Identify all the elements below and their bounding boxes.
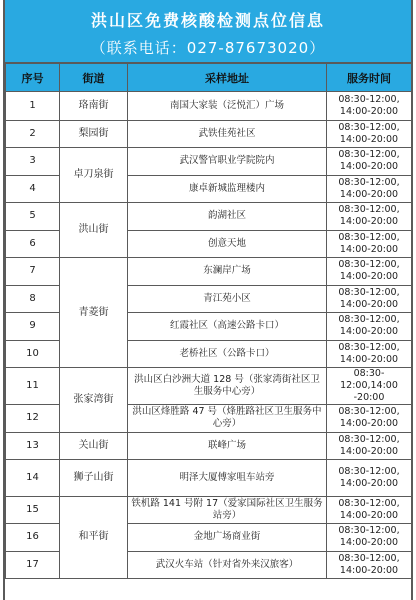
service-time	[327, 340, 412, 368]
street-name: 狮子山街	[60, 460, 128, 497]
service-time	[327, 92, 412, 121]
col-header-time: 服务时间	[327, 64, 412, 92]
row-number: 14	[6, 460, 60, 497]
table-body	[6, 92, 412, 579]
sampling-address: 康卓新城监理楼内	[128, 175, 327, 203]
service-time-line-1: 08:30-12:00,	[338, 259, 400, 271]
service-time	[327, 496, 412, 524]
service-time	[327, 368, 412, 405]
service-time-line-2: 14:00-20:00	[339, 216, 399, 228]
service-time	[327, 405, 412, 433]
row-number: 10	[6, 340, 60, 368]
row-number: 13	[6, 432, 60, 460]
service-time-line-2: -20:00	[353, 392, 385, 403]
sampling-address: 红霞社区（高速公路卡口）	[128, 313, 327, 341]
table-row	[6, 258, 412, 286]
sampling-address: 铁机路 141 号附 17（爱家国际社区卫生服务站旁）	[128, 496, 327, 524]
sampling-address: 东澜岸广场	[128, 258, 327, 286]
table-row	[6, 148, 412, 176]
service-time	[327, 258, 412, 286]
street-name: 卓刀泉街	[60, 148, 128, 203]
table-row	[6, 120, 412, 148]
sampling-address: 金地广场商业街	[128, 524, 327, 552]
service-time-line-2: 14:00-20:00	[339, 445, 399, 457]
service-time	[327, 230, 412, 258]
service-time-line-1: 08:30-12:00,	[338, 406, 400, 418]
service-time	[327, 432, 412, 460]
table-row	[6, 203, 412, 231]
row-number: 17	[6, 551, 60, 579]
service-time-line-2: 14:00-20:00	[339, 133, 399, 145]
service-time-line-1: 08:30-12:00,	[338, 552, 400, 564]
street-name: 张家湾街	[60, 368, 128, 433]
row-number: 16	[6, 524, 60, 552]
sampling-address: 武汉火车站（针对省外来汉旅客）	[128, 551, 327, 579]
sampling-address: 南国大家装（泛悦汇）广场	[128, 92, 327, 121]
sampling-address: 洪山区白沙洲大道 128 号（张家湾街社区卫生服务中心旁）	[128, 368, 327, 405]
testing-sites-table	[5, 63, 412, 579]
sampling-address: 联峰广场	[128, 432, 327, 460]
service-time	[327, 551, 412, 579]
service-time-line-1: 08:30-12:00,	[338, 433, 400, 445]
row-number: 7	[6, 258, 60, 286]
sampling-address: 明泽大厦傅家咀车站旁	[128, 460, 327, 497]
service-time-line-1: 08:30-12:00,	[338, 286, 400, 298]
service-time-line-1: 08:30-12:00,	[338, 525, 400, 537]
document	[3, 0, 413, 600]
service-time-line-1: 08:30-12:00,	[338, 204, 400, 216]
row-number: 2	[6, 120, 60, 148]
table-row	[6, 92, 412, 121]
service-time-line-2: 14:00-20:00	[339, 105, 399, 117]
row-number: 9	[6, 313, 60, 341]
row-number: 11	[6, 368, 60, 405]
page-title: 洪山区免费核酸检测点位信息	[90, 11, 325, 30]
sampling-address: 青江苑小区	[128, 285, 327, 313]
service-time	[327, 120, 412, 148]
service-time	[327, 313, 412, 341]
service-time	[327, 148, 412, 176]
row-number: 4	[6, 175, 60, 203]
table-row	[6, 368, 412, 405]
row-number: 3	[6, 148, 60, 176]
street-name: 洪山街	[60, 203, 128, 258]
sampling-address: 洪山区烽胜路 47 号（烽胜路社区卫生服务中心旁）	[128, 405, 327, 433]
header	[5, 0, 411, 63]
table-row	[6, 496, 412, 524]
sampling-address: 武铁佳苑社区	[128, 120, 327, 148]
row-number: 8	[6, 285, 60, 313]
row-number: 12	[6, 405, 60, 433]
service-time-line-2: 14:00-20:00	[339, 537, 399, 549]
service-time-line-1: 08:30-12:00,14:00	[340, 368, 398, 391]
service-time-line-1: 08:30-12:00,	[338, 149, 400, 161]
row-number: 6	[6, 230, 60, 258]
street-name: 和平街	[60, 496, 128, 579]
service-time-line-2: 14:00-20:00	[339, 298, 399, 310]
street-name: 珞南街	[60, 92, 128, 121]
service-time	[327, 285, 412, 313]
street-name: 梨园街	[60, 120, 128, 148]
street-name: 青菱街	[60, 258, 128, 368]
service-time	[327, 175, 412, 203]
table-row	[6, 460, 412, 497]
service-time-line-2: 14:00-20:00	[339, 564, 399, 576]
service-time-line-1: 08:30-12:00,	[338, 121, 400, 133]
service-time-line-2: 14:00-20:00	[339, 326, 399, 338]
service-time-line-2: 14:00-20:00	[339, 353, 399, 365]
sampling-address: 韵湖社区	[128, 203, 327, 231]
service-time-line-2: 14:00-20:00	[339, 188, 399, 200]
service-time-line-1: 08:30-12:00,	[338, 341, 400, 353]
service-time-line-1: 08:30-12:00,	[338, 231, 400, 243]
service-time-line-2: 14:00-20:00	[339, 418, 399, 430]
service-time-line-1: 08:30-12:00,	[338, 497, 400, 509]
row-number: 15	[6, 496, 60, 524]
table-row	[6, 432, 412, 460]
sampling-address: 创意天地	[128, 230, 327, 258]
service-time	[327, 524, 412, 552]
col-header-address: 采样地址	[128, 64, 327, 92]
service-time-line-2: 14:00-20:00	[339, 243, 399, 255]
service-time-line-2: 14:00-20:00	[339, 271, 399, 283]
service-time-line-1: 08:30-12:00,	[338, 465, 400, 477]
sampling-address: 老桥社区（公路卡口）	[128, 340, 327, 368]
service-time	[327, 460, 412, 497]
sampling-address: 武汉警官职业学院院内	[128, 148, 327, 176]
street-name: 关山街	[60, 432, 128, 460]
service-time-line-1: 08:30-12:00,	[338, 314, 400, 326]
contact-phone: （联系电话：027-87673020）	[90, 39, 326, 57]
service-time-line-2: 14:00-20:00	[339, 509, 399, 521]
row-number: 5	[6, 203, 60, 231]
service-time-line-2: 14:00-20:00	[339, 161, 399, 173]
service-time	[327, 203, 412, 231]
service-time-line-1: 08:30-12:00,	[338, 93, 400, 105]
col-header-street: 街道	[60, 64, 128, 92]
service-time-line-2: 14:00-20:00	[339, 477, 399, 489]
service-time-line-1: 08:30-12:00,	[338, 176, 400, 188]
col-header-no: 序号	[6, 64, 60, 92]
table-header-row	[6, 64, 412, 92]
row-number: 1	[6, 92, 60, 121]
